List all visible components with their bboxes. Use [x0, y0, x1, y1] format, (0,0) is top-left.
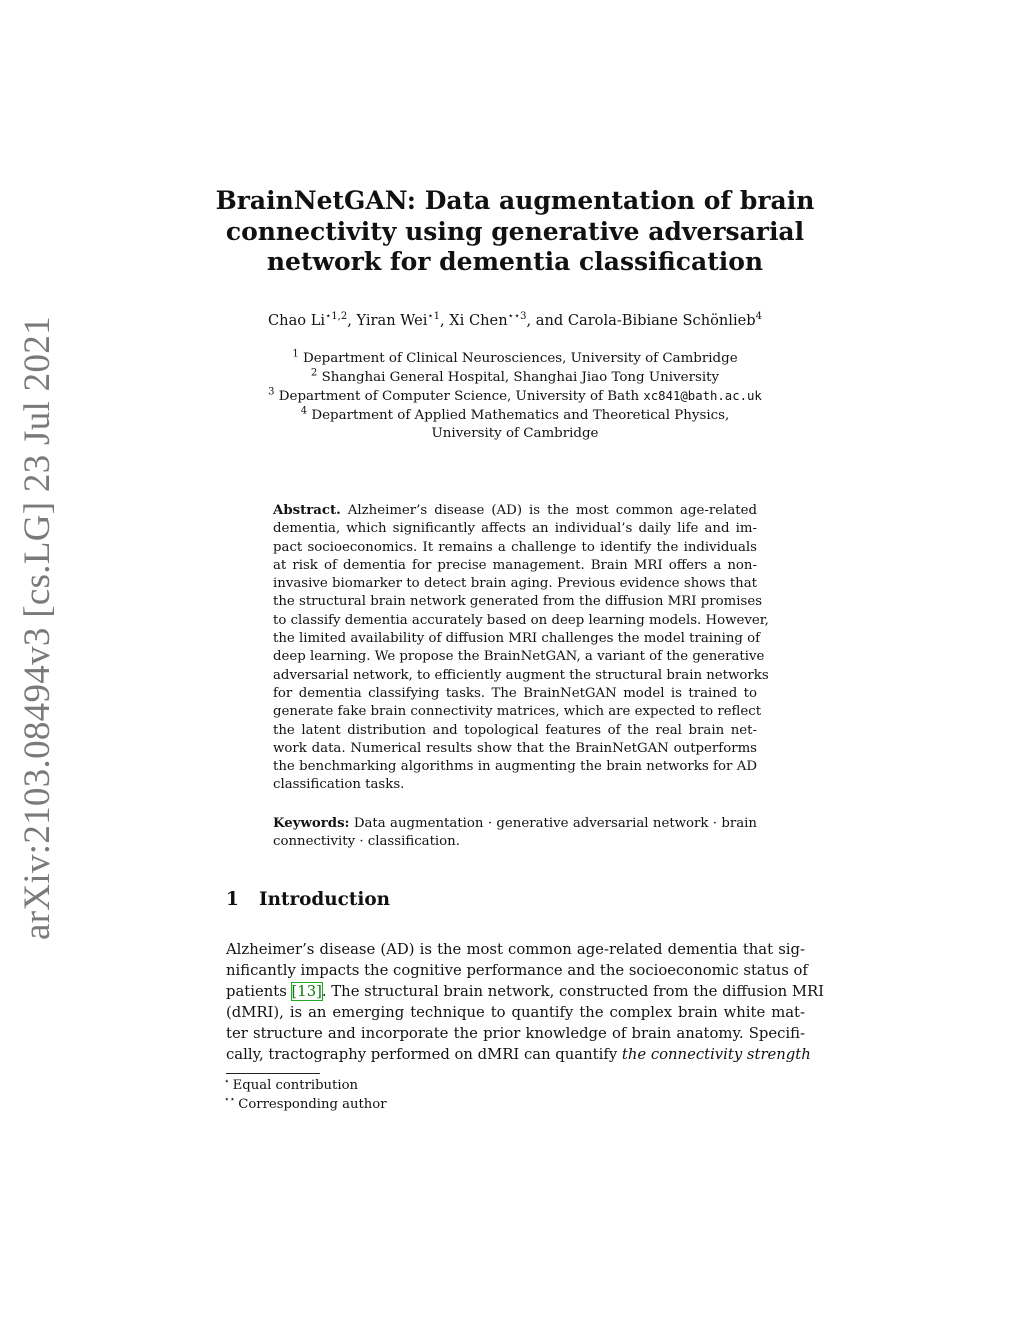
footnote-text: Corresponding author	[238, 1096, 387, 1112]
body-text: . The structural brain network, constructed from the diffusion MRI	[321, 983, 824, 1000]
author-name: Xi Chen	[449, 312, 508, 329]
paper-title	[200, 186, 830, 278]
footnote-mark: ⋆⋆	[224, 1095, 236, 1106]
affiliation-number: 1	[292, 348, 299, 360]
section-heading	[226, 889, 390, 910]
abstract-line: the limited availability of diffusion MRI challenges the model training of	[273, 631, 761, 647]
abstract-line: pact socioeconomics. It remains a challenge to identify the individuals	[273, 539, 757, 555]
body-text: patients	[226, 983, 292, 1000]
abstract-line: the benchmarking algorithms in augmenting the brain networks for AD	[273, 759, 757, 775]
author-mark: ⋆1	[427, 311, 441, 323]
affiliation-text: Shanghai General Hospital, Shanghai Jiao Tong University	[321, 369, 720, 385]
body-line	[226, 981, 824, 1002]
affiliation-number: 4	[300, 405, 308, 417]
author-mark: ⋆⋆3	[507, 311, 527, 323]
abstract-line: adversarial network, to efficiently augment the structural brain networks	[273, 667, 769, 683]
affiliation	[150, 407, 880, 426]
abstract-line: generate fake brain connectivity matrices, which are expected to reflect	[273, 704, 762, 720]
affiliation-number: 2	[310, 367, 318, 379]
abstract-line: for dementia classifying tasks. The BrainNetGAN model is trained to	[273, 685, 757, 701]
abstract-line: classification tasks.	[273, 777, 405, 793]
keywords-label: Keywords:	[273, 816, 350, 831]
abstract-line: invasive biomarker to detect brain aging. Previous evidence shows that	[273, 576, 757, 592]
title-line: connectivity using generative adversarial	[225, 216, 805, 246]
emphasis-text: the connectivity strength	[621, 1046, 811, 1063]
abstract-line: the latent distribution and topological features of the real brain net-	[273, 722, 757, 738]
abstract-line: work data. Numerical results show that the BrainNetGAN outperforms	[273, 740, 757, 756]
footnote-mark: ⋆	[224, 1076, 230, 1087]
title-line: network for dementia classification	[266, 247, 764, 276]
footnotes	[224, 1077, 387, 1115]
keywords	[273, 815, 757, 852]
title-line: BrainNetGAN: Data augmentation of brain	[215, 186, 815, 215]
affiliation	[150, 350, 880, 369]
affiliation-text: Department of Computer Science, University of Bath	[278, 389, 640, 405]
affiliations	[150, 350, 880, 444]
footnote-text: Equal contribution	[232, 1078, 358, 1093]
abstract-line: to classify dementia accurately based on deep learning models. However,	[273, 612, 769, 628]
author-list: Chao $Li^{⋆1,2}$, Yiran Wei$^{⋆1}$, Xi Chen$^{⋆⋆3}$, and Carola-Bibiane Schönlieb$^4$	[268, 311, 762, 329]
affiliation	[150, 369, 880, 388]
abstract-text: Alzheimer’s disease (AD) is the most common age-related	[347, 503, 757, 518]
abstract-label: Abstract.	[273, 503, 341, 518]
author-mark: ⋆1,2	[325, 311, 348, 323]
abstract-line	[273, 502, 757, 520]
email-link[interactable]: xc841@bath.ac.uk	[643, 389, 762, 404]
author-name: Yiran Wei	[356, 312, 428, 329]
abstract-line: dementia, which significantly affects an individual’s daily life and im-	[273, 521, 757, 537]
abstract-line: deep learning. We propose the BrainNetGAN, a variant of the generative	[273, 649, 765, 665]
body-text: cally, tractography performed on dMRI can quantify	[226, 1046, 622, 1063]
keywords-line: connectivity · classification.	[273, 834, 460, 850]
section-number: 1	[226, 889, 239, 910]
introduction-paragraph	[226, 939, 824, 1065]
author-name: Carola-Bibiane Schönlieb	[567, 312, 756, 329]
body-line: nificantly impacts the cognitive performance and the socioeconomic status of	[226, 962, 808, 979]
arxiv-identifier-stamp: arXiv:2103.08494v3 [cs.LG] 23 Jul 2021	[17, 316, 58, 940]
footnote-rule	[226, 1073, 320, 1074]
body-line: (dMRI), is an emerging technique to quantify the complex brain white mat-	[226, 1004, 805, 1021]
abstract-line: at risk of dementia for precise management. Brain MRI offers a non-	[273, 557, 757, 573]
keywords-text: Data augmentation · generative adversarial network · brain	[353, 816, 757, 831]
footnote	[224, 1096, 387, 1115]
author-name: Chao Li	[268, 312, 326, 329]
affiliation	[150, 387, 880, 407]
affiliation-text: Department of Applied Mathematics and Theoretical Physics,	[311, 407, 730, 423]
abstract-line: the structural brain network generated from the diffusion MRI promises	[273, 594, 763, 610]
affiliation-number: 3	[268, 386, 275, 398]
author-mark: 4	[755, 311, 762, 323]
affiliation-text: Department of Clinical Neurosciences, University of Cambridge	[303, 351, 738, 366]
abstract	[273, 502, 769, 795]
citation-link[interactable]: [13]	[291, 983, 322, 1000]
footnote	[224, 1077, 387, 1096]
section-title: Introduction	[259, 889, 390, 910]
affiliation	[150, 425, 880, 444]
body-line: Alzheimer’s disease (AD) is the most common age-related dementia that sig-	[226, 941, 805, 958]
keywords-line	[273, 815, 757, 833]
affiliation-text: University of Cambridge	[431, 426, 599, 442]
body-line	[226, 1044, 811, 1065]
body-line: ter structure and incorporate the prior knowledge of brain anatomy. Specifi-	[226, 1025, 805, 1042]
